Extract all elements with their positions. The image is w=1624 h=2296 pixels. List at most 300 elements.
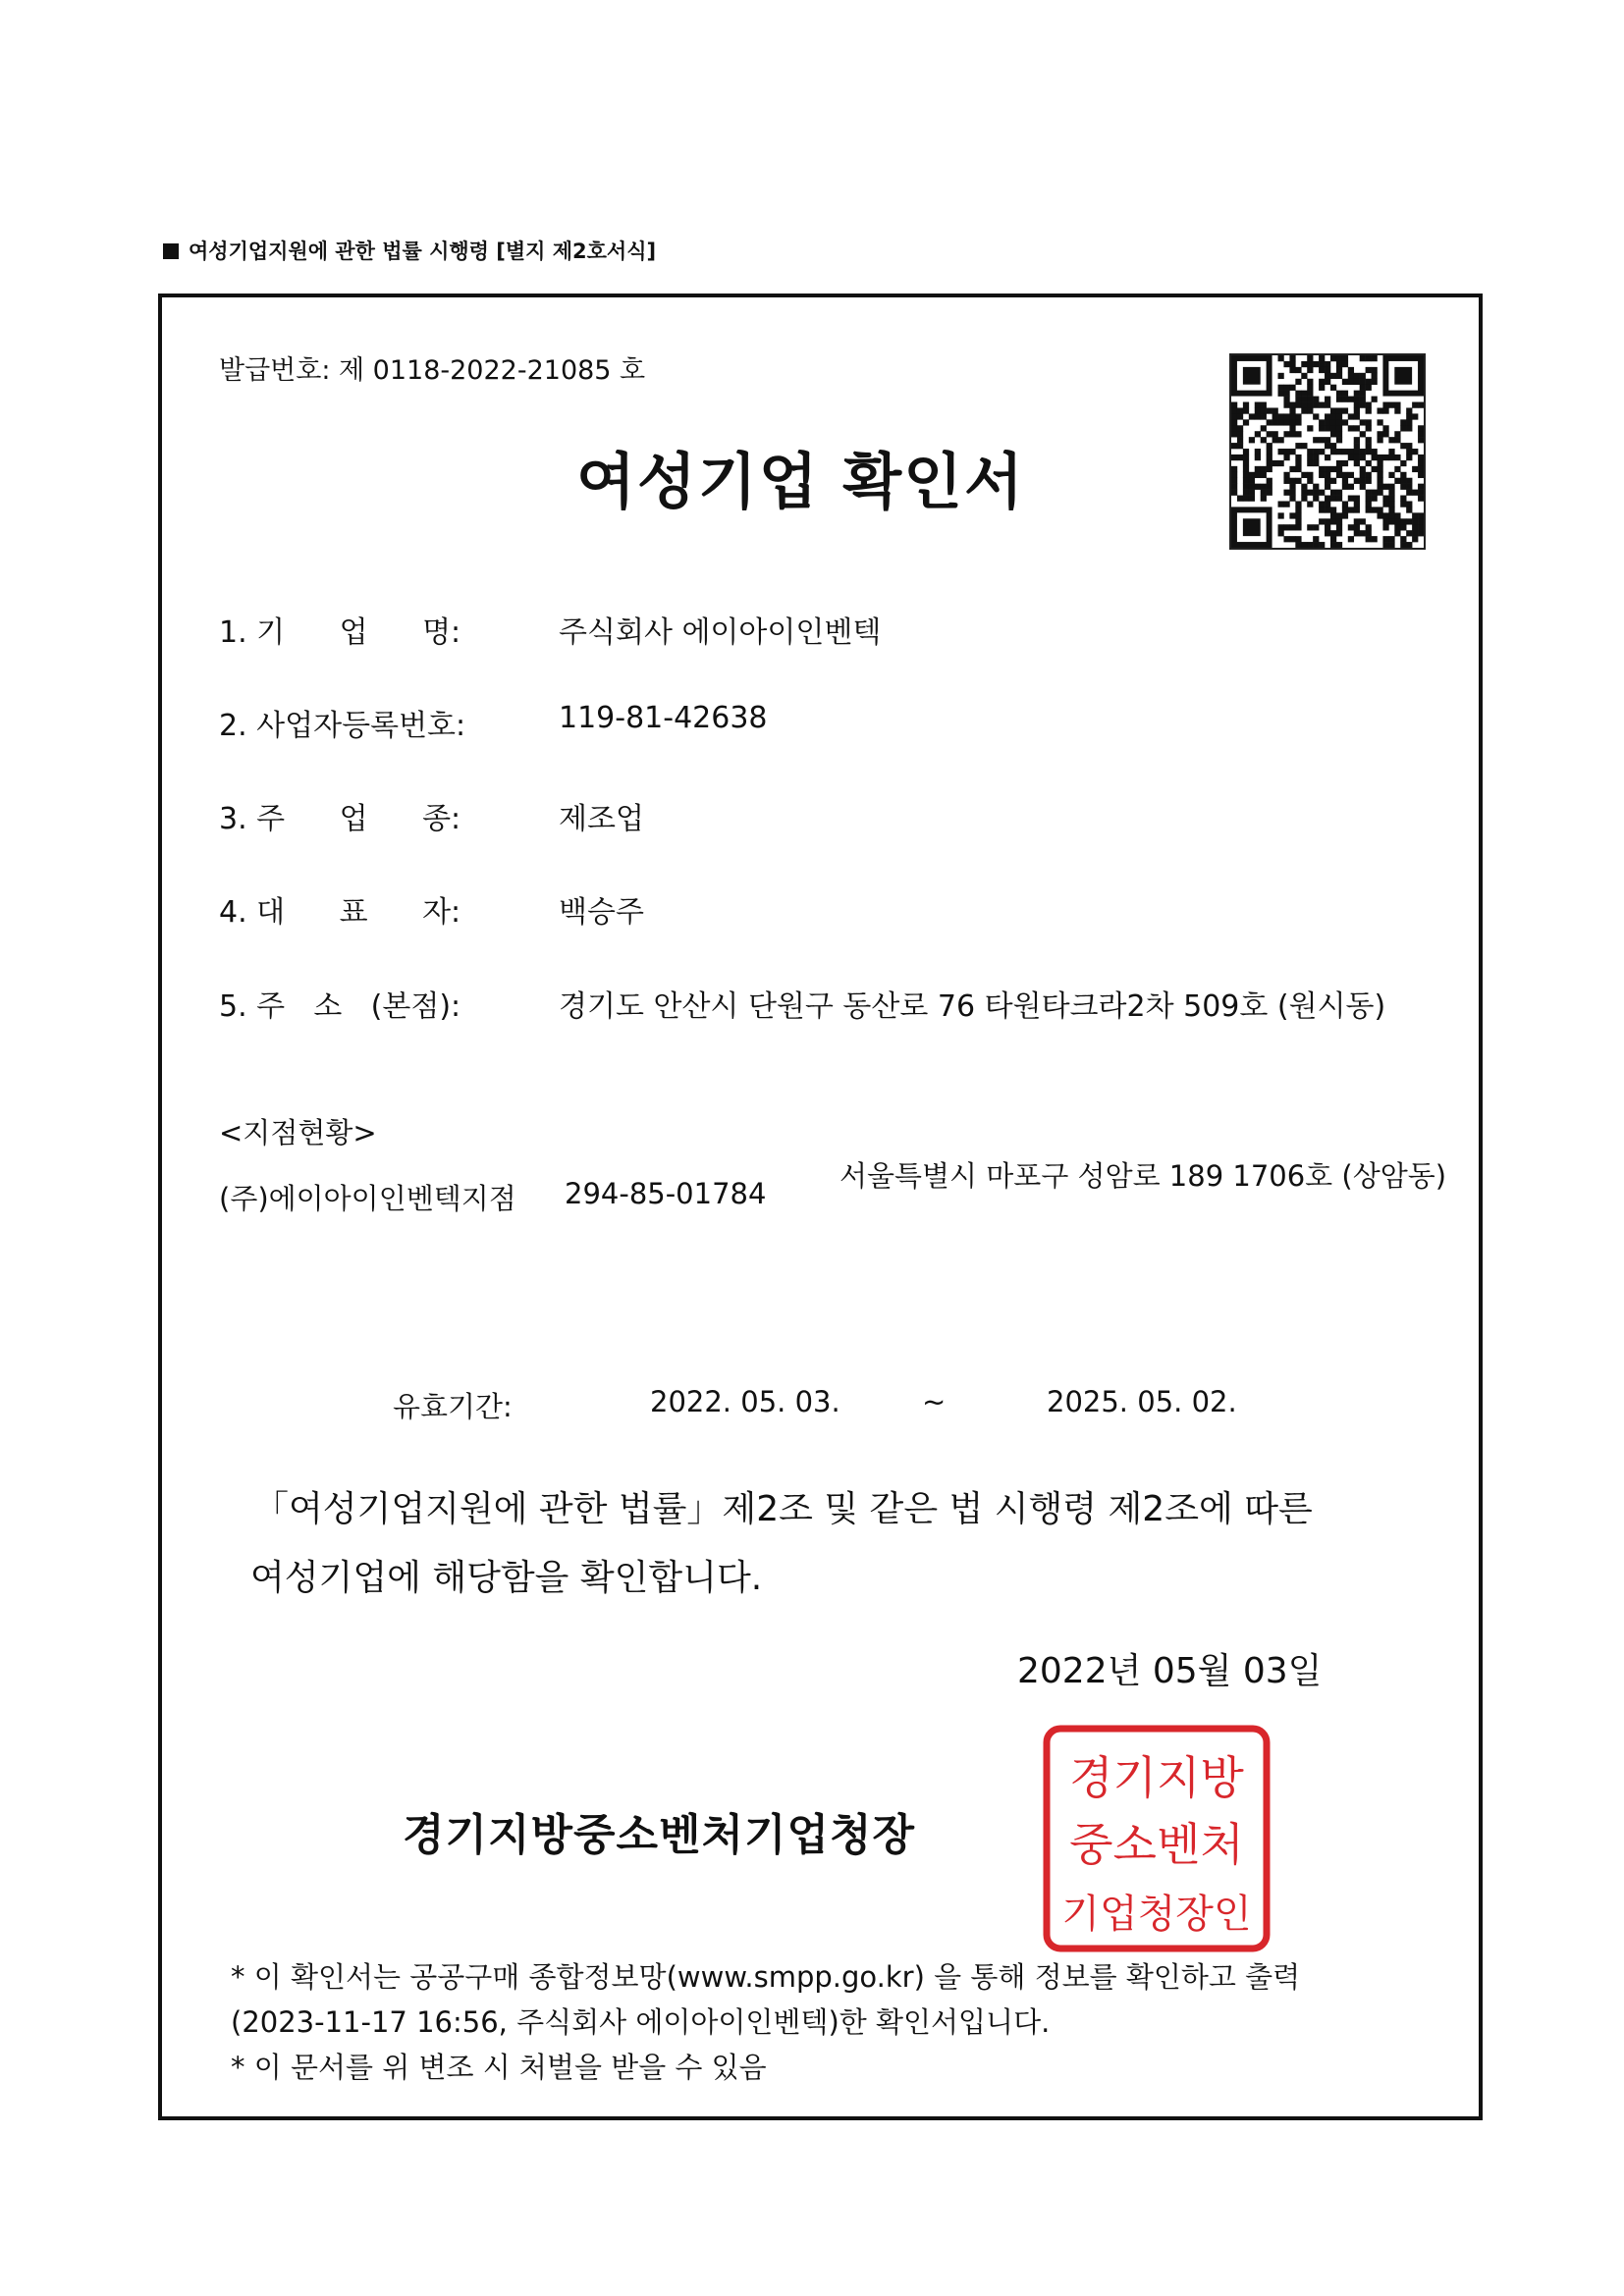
qr-module bbox=[1406, 407, 1412, 413]
qr-module bbox=[1336, 524, 1342, 530]
qr-module bbox=[1377, 490, 1382, 496]
qr-module bbox=[1336, 425, 1342, 431]
qr-module bbox=[1394, 437, 1400, 443]
qr-module bbox=[1237, 454, 1243, 460]
qr-module bbox=[1313, 449, 1319, 454]
qr-module bbox=[1372, 507, 1378, 512]
qr-module bbox=[1330, 478, 1336, 484]
qr-module bbox=[1366, 355, 1372, 361]
qr-module bbox=[1319, 419, 1325, 425]
qr-module bbox=[1278, 385, 1284, 391]
qr-module bbox=[1243, 518, 1261, 536]
qr-module bbox=[1366, 460, 1372, 466]
qr-module bbox=[1382, 518, 1388, 524]
qr-module bbox=[1231, 413, 1237, 419]
qr-module bbox=[1313, 460, 1319, 466]
qr-module bbox=[1330, 355, 1336, 361]
qr-module bbox=[1394, 407, 1400, 413]
qr-module bbox=[1319, 472, 1325, 478]
qr-module bbox=[1289, 402, 1295, 408]
qr-module bbox=[1360, 397, 1366, 402]
qr-module bbox=[1319, 425, 1325, 431]
qr-module bbox=[1377, 460, 1382, 466]
qr-module bbox=[1319, 402, 1325, 408]
qr-module bbox=[1406, 530, 1412, 536]
qr-module bbox=[1261, 402, 1267, 408]
qr-module bbox=[1255, 484, 1261, 490]
qr-module bbox=[1354, 402, 1360, 408]
qr-module bbox=[1342, 379, 1348, 385]
qr-module bbox=[1325, 530, 1330, 536]
qr-module bbox=[1301, 373, 1307, 379]
field-label-representative: 4. 대 표 자: bbox=[219, 895, 461, 930]
qr-module bbox=[1231, 466, 1237, 472]
statement-line-2: 여성기업에 해당함을 확인합니다. bbox=[250, 1558, 763, 1598]
qr-module bbox=[1342, 472, 1348, 478]
qr-module bbox=[1283, 431, 1289, 437]
qr-module bbox=[1243, 490, 1249, 496]
qr-module bbox=[1319, 355, 1325, 361]
qr-module bbox=[1336, 496, 1342, 502]
qr-module bbox=[1301, 391, 1307, 397]
qr-module bbox=[1342, 355, 1348, 361]
qr-module bbox=[1348, 379, 1354, 385]
qr-module bbox=[1336, 512, 1342, 518]
qr-module bbox=[1394, 512, 1400, 518]
qr-module bbox=[1418, 402, 1424, 408]
qr-module bbox=[1382, 402, 1388, 408]
field-value-business-reg: 119-81-42638 bbox=[559, 701, 768, 735]
qr-module bbox=[1412, 536, 1418, 542]
qr-module bbox=[1289, 431, 1295, 437]
qr-module bbox=[1418, 518, 1424, 524]
qr-module bbox=[1319, 379, 1325, 385]
qr-module bbox=[1418, 490, 1424, 496]
qr-module bbox=[1360, 484, 1366, 490]
qr-module bbox=[1325, 524, 1330, 530]
qr-module bbox=[1400, 536, 1406, 542]
qr-module bbox=[1388, 472, 1394, 478]
qr-module bbox=[1278, 355, 1284, 361]
qr-module bbox=[1243, 496, 1249, 502]
qr-module bbox=[1372, 536, 1378, 542]
qr-module bbox=[1382, 524, 1388, 530]
qr-module bbox=[1400, 496, 1406, 502]
qr-code-icon bbox=[1229, 353, 1426, 550]
qr-module bbox=[1313, 524, 1319, 530]
qr-module bbox=[1325, 466, 1330, 472]
qr-module bbox=[1330, 373, 1336, 379]
qr-module bbox=[1418, 431, 1424, 437]
qr-module bbox=[1307, 391, 1313, 397]
qr-module bbox=[1307, 379, 1313, 385]
qr-module bbox=[1336, 361, 1342, 367]
qr-module bbox=[1388, 507, 1394, 512]
qr-module bbox=[1348, 496, 1354, 502]
qr-module bbox=[1267, 490, 1272, 496]
qr-module bbox=[1360, 431, 1366, 437]
qr-module bbox=[1295, 443, 1301, 449]
qr-module bbox=[1295, 460, 1301, 466]
qr-module bbox=[1366, 507, 1372, 512]
statement-line-1: 「여성기업지원에 관한 법률」제2조 및 같은 법 시행령 제2조에 따른 bbox=[253, 1489, 1313, 1529]
qr-module bbox=[1278, 419, 1284, 425]
qr-module bbox=[1377, 431, 1382, 437]
qr-module bbox=[1360, 518, 1366, 524]
qr-module bbox=[1382, 425, 1388, 431]
qr-module bbox=[1382, 512, 1388, 518]
qr-module bbox=[1255, 454, 1261, 460]
seal-text-line-2: 중소벤처 bbox=[1069, 1818, 1244, 1871]
qr-module bbox=[1342, 397, 1348, 402]
qr-module bbox=[1243, 478, 1249, 484]
qr-module bbox=[1394, 466, 1400, 472]
qr-module bbox=[1418, 460, 1424, 466]
field-label-industry: 3. 주 업 종: bbox=[219, 802, 461, 836]
qr-module bbox=[1307, 449, 1313, 454]
qr-module bbox=[1289, 484, 1295, 490]
qr-module bbox=[1330, 425, 1336, 431]
qr-module bbox=[1336, 431, 1342, 437]
qr-module bbox=[1354, 443, 1360, 449]
qr-module bbox=[1267, 443, 1272, 449]
qr-module bbox=[1366, 443, 1372, 449]
qr-module bbox=[1377, 466, 1382, 472]
qr-module bbox=[1412, 466, 1418, 472]
qr-module bbox=[1394, 518, 1400, 524]
qr-module bbox=[1255, 431, 1261, 437]
qr-module bbox=[1325, 484, 1330, 490]
qr-module bbox=[1307, 454, 1313, 460]
qr-module bbox=[1325, 472, 1330, 478]
qr-module bbox=[1313, 484, 1319, 490]
qr-module bbox=[1354, 379, 1360, 385]
qr-module bbox=[1243, 367, 1261, 385]
field-value-address: 경기도 안산시 단원구 동산로 76 타원타크라2차 509호 (원시동) bbox=[559, 989, 1386, 1024]
qr-module bbox=[1237, 413, 1243, 419]
qr-module bbox=[1307, 542, 1313, 548]
qr-module bbox=[1301, 490, 1307, 496]
qr-module bbox=[1342, 407, 1348, 413]
qr-module bbox=[1366, 419, 1372, 425]
qr-module bbox=[1231, 431, 1237, 437]
qr-module bbox=[1412, 524, 1418, 530]
qr-module bbox=[1336, 419, 1342, 425]
branch-address: 서울특별시 마포구 성암로 189 1706호 (상암동) bbox=[839, 1159, 1447, 1193]
qr-module bbox=[1330, 385, 1336, 391]
qr-module bbox=[1301, 397, 1307, 402]
qr-module bbox=[1330, 512, 1336, 518]
qr-module bbox=[1418, 425, 1424, 431]
issuing-authority: 경기지방중소벤처기업청장 bbox=[403, 1810, 916, 1860]
qr-module bbox=[1348, 507, 1354, 512]
qr-module bbox=[1325, 507, 1330, 512]
qr-module bbox=[1283, 391, 1289, 397]
qr-module bbox=[1261, 425, 1267, 431]
qr-module bbox=[1360, 385, 1366, 391]
qr-module bbox=[1283, 402, 1289, 408]
qr-module bbox=[1336, 373, 1342, 379]
qr-module bbox=[1283, 524, 1289, 530]
qr-module bbox=[1278, 437, 1284, 443]
qr-module bbox=[1394, 530, 1400, 536]
qr-module bbox=[1342, 478, 1348, 484]
qr-module bbox=[1267, 484, 1272, 490]
qr-module bbox=[1330, 518, 1336, 524]
qr-module bbox=[1295, 536, 1301, 542]
qr-module bbox=[1272, 431, 1278, 437]
qr-module bbox=[1307, 402, 1313, 408]
qr-module bbox=[1400, 425, 1406, 431]
qr-module bbox=[1366, 478, 1372, 484]
qr-module bbox=[1388, 501, 1394, 507]
qr-module bbox=[1319, 449, 1325, 454]
qr-module bbox=[1313, 402, 1319, 408]
qr-module bbox=[1330, 407, 1336, 413]
qr-module bbox=[1354, 425, 1360, 431]
qr-module bbox=[1243, 472, 1249, 478]
qr-module bbox=[1394, 524, 1400, 530]
qr-module bbox=[1348, 484, 1354, 490]
qr-module bbox=[1360, 466, 1366, 472]
qr-module bbox=[1336, 367, 1342, 373]
qr-module bbox=[1406, 419, 1412, 425]
qr-module bbox=[1348, 413, 1354, 419]
qr-module bbox=[1388, 402, 1394, 408]
qr-module bbox=[1412, 402, 1418, 408]
qr-module bbox=[1342, 501, 1348, 507]
qr-module bbox=[1319, 501, 1325, 507]
qr-module bbox=[1289, 536, 1295, 542]
qr-module bbox=[1418, 454, 1424, 460]
qr-module bbox=[1289, 449, 1295, 454]
qr-module bbox=[1336, 466, 1342, 472]
qr-module bbox=[1319, 437, 1325, 443]
qr-module bbox=[1289, 490, 1295, 496]
qr-module bbox=[1261, 407, 1267, 413]
seal-graphic bbox=[1039, 1721, 1274, 1956]
qr-module bbox=[1342, 512, 1348, 518]
qr-module bbox=[1295, 397, 1301, 402]
qr-module bbox=[1406, 454, 1412, 460]
qr-module bbox=[1231, 425, 1237, 431]
qr-module bbox=[1249, 478, 1255, 484]
qr-module bbox=[1354, 507, 1360, 512]
qr-module bbox=[1400, 501, 1406, 507]
qr-module bbox=[1366, 407, 1372, 413]
qr-module bbox=[1289, 478, 1295, 484]
validity-from: 2022. 05. 03. bbox=[650, 1385, 840, 1418]
qr-module bbox=[1325, 397, 1330, 402]
qr-module bbox=[1406, 478, 1412, 484]
qr-module bbox=[1360, 373, 1366, 379]
qr-module bbox=[1372, 397, 1378, 402]
qr-module bbox=[1307, 490, 1313, 496]
qr-module bbox=[1360, 419, 1366, 425]
qr-module bbox=[1360, 449, 1366, 454]
qr-module bbox=[1289, 466, 1295, 472]
qr-module bbox=[1348, 367, 1354, 373]
qr-module bbox=[1231, 407, 1237, 413]
qr-module bbox=[1330, 496, 1336, 502]
validity-to: 2025. 05. 02. bbox=[1047, 1385, 1237, 1418]
qr-module bbox=[1418, 466, 1424, 472]
qr-module bbox=[1388, 536, 1394, 542]
qr-module bbox=[1372, 454, 1378, 460]
qr-module bbox=[1243, 466, 1249, 472]
qr-module bbox=[1354, 454, 1360, 460]
qr-module bbox=[1354, 518, 1360, 524]
qr-module bbox=[1354, 437, 1360, 443]
qr-module bbox=[1406, 542, 1412, 548]
qr-module bbox=[1400, 542, 1406, 548]
qr-module bbox=[1366, 402, 1372, 408]
qr-module bbox=[1289, 355, 1295, 361]
qr-module bbox=[1325, 496, 1330, 502]
qr-module bbox=[1360, 478, 1366, 484]
qr-module bbox=[1330, 443, 1336, 449]
qr-module bbox=[1307, 524, 1313, 530]
qr-module bbox=[1360, 379, 1366, 385]
footnote-3: * 이 문서를 위 변조 시 처벌을 받을 수 있음 bbox=[231, 2051, 767, 2084]
qr-module bbox=[1319, 518, 1325, 524]
qr-module bbox=[1267, 478, 1272, 484]
qr-module bbox=[1400, 472, 1406, 478]
qr-module bbox=[1283, 397, 1289, 402]
qr-module bbox=[1400, 443, 1406, 449]
qr-module bbox=[1366, 449, 1372, 454]
qr-module bbox=[1237, 425, 1243, 431]
qr-module bbox=[1231, 402, 1237, 408]
qr-module bbox=[1377, 484, 1382, 490]
qr-module bbox=[1325, 443, 1330, 449]
qr-module bbox=[1249, 484, 1255, 490]
qr-module bbox=[1366, 524, 1372, 530]
qr-module bbox=[1400, 518, 1406, 524]
qr-module bbox=[1313, 454, 1319, 460]
qr-module bbox=[1313, 496, 1319, 502]
qr-module bbox=[1388, 518, 1394, 524]
qr-module bbox=[1354, 407, 1360, 413]
qr-module bbox=[1406, 425, 1412, 431]
qr-module bbox=[1237, 496, 1243, 502]
qr-module bbox=[1295, 379, 1301, 385]
qr-module bbox=[1325, 518, 1330, 524]
qr-module bbox=[1283, 490, 1289, 496]
qr-module bbox=[1231, 490, 1237, 496]
qr-module bbox=[1249, 496, 1255, 502]
qr-module bbox=[1382, 501, 1388, 507]
qr-module bbox=[1394, 431, 1400, 437]
form-reference-text: 여성기업지원에 관한 법률 시행령 [별지 제2호서식] bbox=[189, 240, 657, 263]
qr-module bbox=[1261, 413, 1267, 419]
qr-module bbox=[1388, 542, 1394, 548]
qr-module bbox=[1406, 518, 1412, 524]
qr-module bbox=[1319, 490, 1325, 496]
qr-module bbox=[1307, 367, 1313, 373]
qr-module bbox=[1295, 391, 1301, 397]
qr-module bbox=[1289, 512, 1295, 518]
qr-module bbox=[1261, 466, 1267, 472]
qr-module bbox=[1307, 397, 1313, 402]
qr-module bbox=[1295, 518, 1301, 524]
qr-module bbox=[1406, 501, 1412, 507]
qr-module bbox=[1283, 385, 1289, 391]
qr-module bbox=[1360, 530, 1366, 536]
qr-module bbox=[1325, 402, 1330, 408]
qr-module bbox=[1313, 361, 1319, 367]
qr-module bbox=[1330, 536, 1336, 542]
qr-module bbox=[1366, 379, 1372, 385]
qr-module bbox=[1325, 373, 1330, 379]
qr-module bbox=[1382, 407, 1388, 413]
qr-module bbox=[1301, 407, 1307, 413]
qr-module bbox=[1278, 460, 1284, 466]
qr-module bbox=[1307, 385, 1313, 391]
qr-module bbox=[1412, 449, 1418, 454]
qr-module bbox=[1261, 437, 1267, 443]
qr-module bbox=[1249, 490, 1255, 496]
qr-module bbox=[1278, 501, 1284, 507]
qr-module bbox=[1330, 466, 1336, 472]
qr-module bbox=[1231, 472, 1237, 478]
qr-module bbox=[1336, 407, 1342, 413]
qr-module bbox=[1418, 512, 1424, 518]
qr-module bbox=[1289, 385, 1295, 391]
qr-module bbox=[1307, 425, 1313, 431]
form-reference bbox=[163, 236, 656, 265]
qr-module bbox=[1237, 431, 1243, 437]
branch-heading: <지점현황> bbox=[219, 1116, 377, 1149]
qr-module bbox=[1307, 355, 1313, 361]
qr-module bbox=[1418, 437, 1424, 443]
qr-module bbox=[1330, 542, 1336, 548]
qr-module bbox=[1243, 402, 1249, 408]
qr-module bbox=[1400, 419, 1406, 425]
qr-module bbox=[1283, 501, 1289, 507]
seal-text-line-3: 기업청장인 bbox=[1061, 1892, 1252, 1937]
qr-module bbox=[1319, 507, 1325, 512]
qr-module bbox=[1255, 449, 1261, 454]
qr-module bbox=[1382, 496, 1388, 502]
qr-module bbox=[1336, 460, 1342, 466]
qr-module bbox=[1406, 484, 1412, 490]
qr-module bbox=[1342, 449, 1348, 454]
qr-module bbox=[1283, 536, 1289, 542]
qr-module bbox=[1336, 397, 1342, 402]
qr-module bbox=[1377, 407, 1382, 413]
qr-module bbox=[1377, 478, 1382, 484]
qr-module bbox=[1283, 454, 1289, 460]
qr-module bbox=[1272, 460, 1278, 466]
qr-module bbox=[1342, 419, 1348, 425]
qr-module bbox=[1261, 472, 1267, 478]
qr-module bbox=[1360, 391, 1366, 397]
qr-module bbox=[1342, 391, 1348, 397]
qr-module bbox=[1295, 402, 1301, 408]
qr-module bbox=[1372, 355, 1378, 361]
qr-module bbox=[1313, 413, 1319, 419]
qr-module bbox=[1243, 454, 1249, 460]
qr-module bbox=[1313, 437, 1319, 443]
qr-module bbox=[1360, 454, 1366, 460]
qr-module bbox=[1336, 472, 1342, 478]
qr-module bbox=[1231, 419, 1237, 425]
qr-module bbox=[1307, 460, 1313, 466]
qr-module bbox=[1278, 524, 1284, 530]
qr-module bbox=[1372, 449, 1378, 454]
qr-module bbox=[1388, 512, 1394, 518]
